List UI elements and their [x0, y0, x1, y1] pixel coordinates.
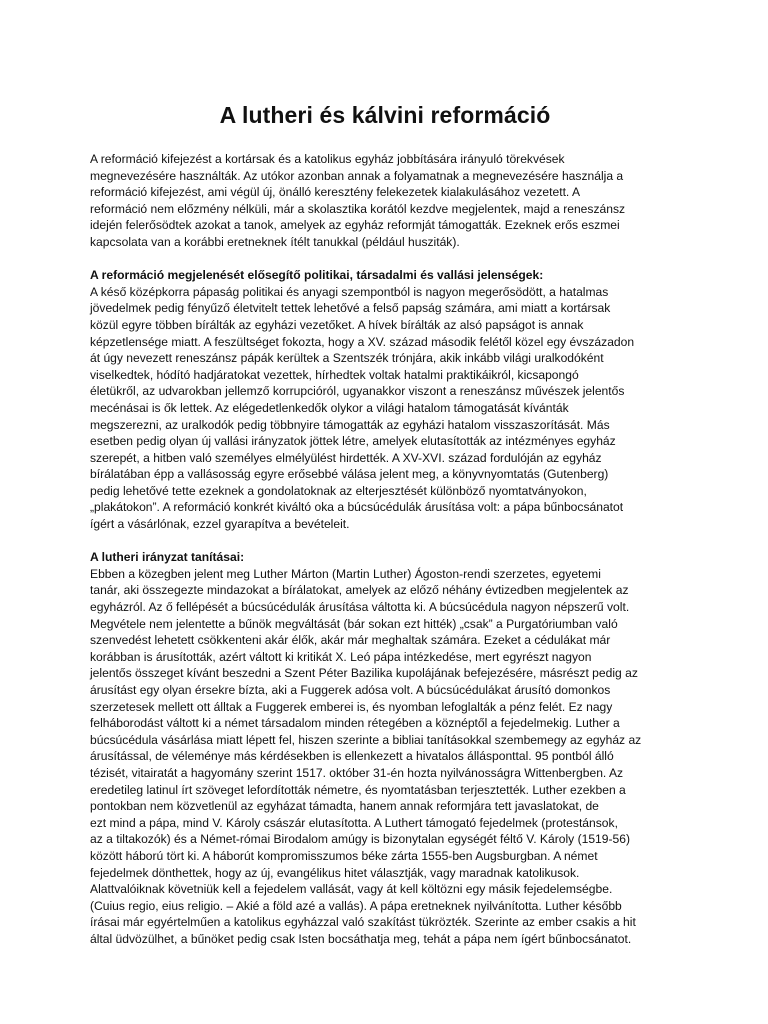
text-line: tézisét, vitairatát a hagyomány szerint 1517. október 31-én hozta nyilvánosságra Wittenbergben. Az — [90, 765, 624, 780]
text-line: pedig lehetővé tette ezeknek a gondolatoknak az elterjesztését különböző nyomtatványokon, — [90, 483, 587, 498]
text-line: felháborodást váltott ki a német társadalom minden rétegében a köznéptől a fejedelmekig. Luther a — [90, 716, 620, 731]
text-line: megszerezni, az uralkodók pedig többnyire támogatták az egyházi hatalom visszaszorítását. Más — [90, 417, 610, 432]
text-line: pontokban nem közvetlenül az egyházat támadta, hanem annak reformjára tett javaslatokat, de — [90, 799, 599, 814]
text-line: által üdvözülhet, a bűnöket pedig csak Isten bocsáthatja meg, tehát a pápa nem ígért bűnbocsánatot. — [90, 931, 632, 946]
text-line: viselkedtek, hódító hadjáratokat vezettek, hírhedtek voltak hatalmi praktikáikról, kicsapongó — [90, 367, 579, 382]
document-title: A lutheri és kálvini reformáció — [219, 102, 551, 128]
section-lutheran-teachings — [90, 549, 680, 947]
section-political-social — [90, 267, 680, 533]
text-line: búcsúcédula vásárlása miatt lépett fel, hiszen szerinte a bibliai tanításokkal szembemegy az egyház az — [90, 732, 642, 747]
text-line: ezt mind a pápa, mind V. Károly császár elutasította. A Luthert támogató fejedelmek (protestánsok, — [90, 815, 618, 830]
text-line: Alattvalóiknak követniük kell a fejedelem vallását, vagy át kell költözni egy másik fejedelemségbe. — [90, 882, 613, 897]
text-line: szerepét, a hitben való személyes elmélyülést hirdették. A XV-XVI. század fordulóján az egyház — [90, 450, 602, 465]
text-line: árusítással, de véleménye más kérdésekben is ellenkezett a hivatalos állásponttal. 95 pontból álló — [90, 749, 614, 764]
text-line: mecénásai is ők lettek. Az elégedetlenkedők olykor a világi hatalom támogatását kívánták — [90, 400, 569, 415]
text-line: árusítást egy olyan érsekre bízta, aki a Fuggerek adósa volt. A búcsúcédulákat árusító domonkos — [90, 683, 611, 697]
text-line: jelentős összeget kívánt beszedni a Szent Péter Bazilika kupolájának befejezésére, másrészt pedig az — [90, 666, 638, 681]
text-line: Ebben a közegben jelent meg Luther Márton (Martin Luther) Ágoston-rendi szerzetes, egyetemi — [90, 566, 601, 581]
text-line: át úgy nevezett reneszánsz pápák kerültek a Szentszék trónjára, akik inkább világi uralkodóként — [90, 351, 604, 366]
text-line: eredetileg latinul írt szöveget lefordították németre, és nyomtatásban terjesztették. Luther ezekben a — [90, 782, 626, 797]
text-line: „plakátokon”. A reformáció konkrét kiváltó oka a búcsúcédulák árusítása volt: a pápa bűnbocsánatot — [90, 500, 624, 515]
text-line: képzetlensége miatt. A feszültséget fokozta, hogy a XV. század második felétől közel egy évszázadon — [90, 334, 635, 349]
text-line: esetben pedig olyan új vallási irányzatok jöttek létre, amelyek elutasították az intézményes egyház — [90, 434, 616, 449]
text-line: szenvedést lehetett csökkenteni akár élők, akár már meghaltak számára. Ezeket a cédulákat már — [90, 633, 611, 648]
text-line: A reformáció kifejezést a kortársak és a katolikus egyház jobbítására irányuló törekvések — [90, 152, 565, 166]
text-line: kapcsolata van a korábbi eretneknek ítélt tanukkal (például husziták). — [90, 234, 460, 249]
text-line: (Cuius regio, eius religio. – Akié a föld azé a vallás). A pápa eretneknek nyilvánította. Luther később — [90, 898, 622, 913]
text-line: bírálatában épp a vallásosság egyre erősebbé válása jelent meg, a könyvnyomtatás (Gutenberg) — [90, 467, 609, 482]
text-line: reformáció nem előzmény nélküli, már a skolasztika korától kezdve megjelentek, majd a reneszánsz — [90, 201, 626, 216]
text-line: írásai már egyértelműen a katolikus egyházzal való szakítást tükrözték. Szerinte az ember csakis a hit — [90, 915, 636, 930]
document-page — [90, 102, 680, 948]
section-heading: A reformáció megjelenését elősegítő politikai, társadalmi és vallási jelenségek: — [90, 268, 544, 283]
paragraph-spacer — [90, 533, 680, 550]
text-line: megnevezésére használták. Az utókor azonban annak a folyamatnak a megnevezésére használja a — [90, 168, 624, 183]
text-line: között háború tört ki. A háborút kompromisszumos béke zárta 1555-ben Augsburgban. A német — [90, 848, 598, 863]
text-line: az a tiltakozók) és a Német-római Birodalom amúgy is bizonytalan egységét féltő V. Károly (1519-56) — [90, 832, 631, 847]
text-line: idején felerősödtek azokat a tanok, amelyek az egyház reformját támogatták. Ezeknek erős eszmei — [90, 218, 620, 233]
text-line: Megvétele nem jelentette a bűnök megváltását (bár sokan ezt hitték) „csak” a Purgatóriumban való — [90, 616, 618, 631]
text-line: A késő középkorra pápaság politikai és anyagi szempontból is nagyon megerősödött, a hatalmas — [90, 284, 609, 299]
section-heading: A lutheri irányzat tanításai: — [90, 550, 245, 565]
text-line: korábban is árusították, azért váltott ki kritikát X. Leó pápa intézkedése, mert egyrészt nagyon — [90, 649, 592, 664]
text-line: közül egyre többen bírálták az egyházi vezetőket. A hívek bírálták az alsó papságot is annak — [90, 317, 584, 332]
text-line: tanár, aki összegezte mindazokat a bírálatokat, amelyek az előző néhány évtizedben megjelentek az — [90, 583, 629, 598]
text-line: ígért a vásárlónak, ezzel gyarapítva a bevételeit. — [90, 517, 350, 532]
text-line: fejedelmek dönthettek, hogy az új, evangélikus hitet választják, vagy maradnak katolikusok. — [90, 865, 580, 880]
text-line: szerzetesek mellett ott álltak a Fuggerek emberei is, és nyomban lefoglalták a pénz felét. Ez nagy — [90, 699, 613, 714]
text-line: jövedelmek pedig fényűző életvitelt tettek lehetővé a felső papság számára, ami miatt a kortársak — [90, 301, 611, 316]
text-line: életükről, az udvarokban jellemző korrupcióról, ugyanakkor viszont a reneszánsz művészek jelentős — [90, 384, 625, 399]
text-line: egyházról. Az ő fellépését a búcsúcédulák árusítása váltotta ki. A búcsúcédula nagyon népszerű volt. — [90, 600, 630, 615]
text-line: reformáció kifejezést, ami végül új, önálló keresztény felekezetek kialakulásához vezetett. A — [90, 185, 581, 200]
intro-paragraph — [90, 151, 680, 251]
paragraph-spacer — [90, 251, 680, 268]
